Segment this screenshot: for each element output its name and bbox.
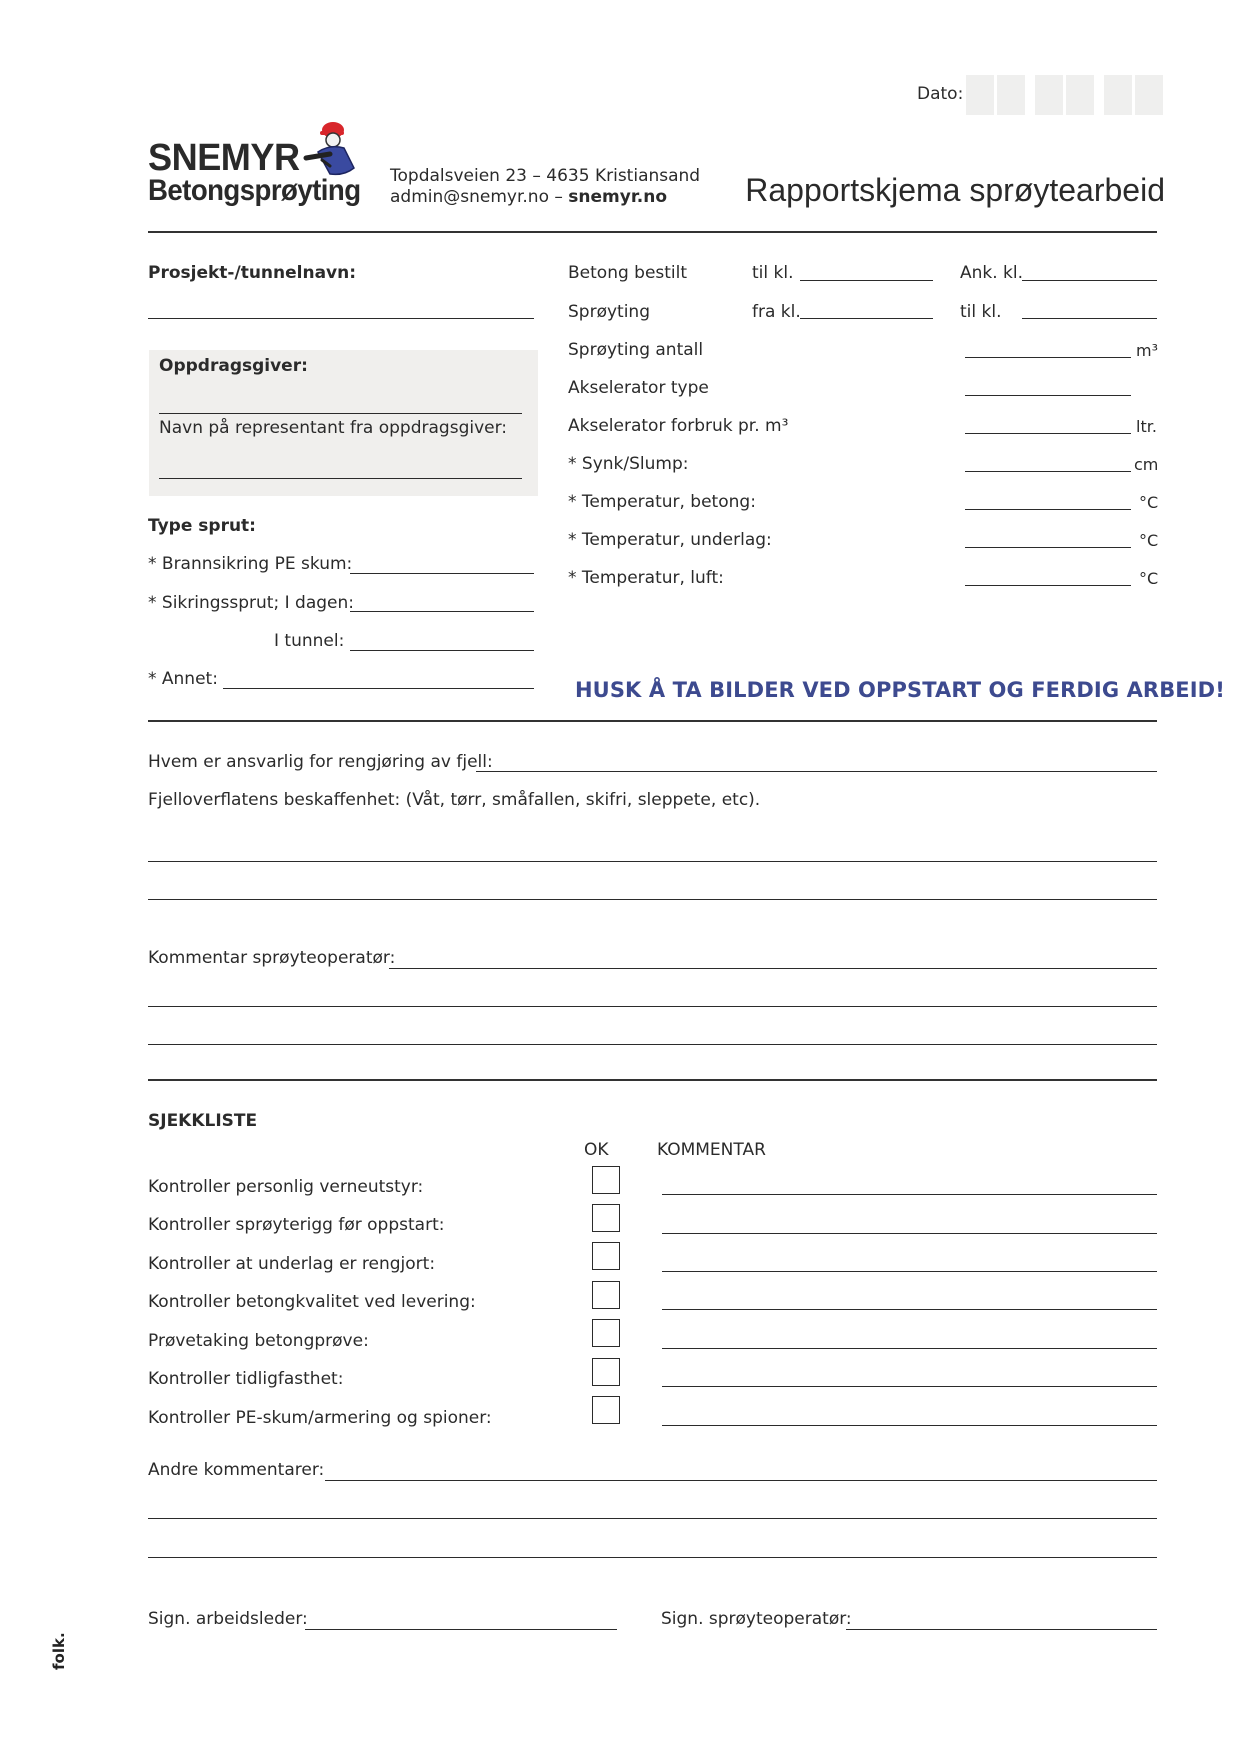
checklist-comment-field[interactable] [662,1271,1157,1272]
checklist-item-label: Kontroller sprøyterigg før oppstart: [148,1215,445,1235]
spraying-until-label: til kl. [960,302,1002,322]
checklist-ok-checkbox[interactable] [592,1319,620,1347]
temp-base-label: * Temperatur, underlag: [568,530,772,550]
divider-header [148,231,1157,233]
spraying-from-label: fra kl. [752,302,801,322]
arrival-label: Ank. kl. [960,263,1024,283]
concrete-ordered-label: Betong bestilt [568,263,688,283]
date-box-year-2[interactable] [1135,75,1163,115]
checklist-item-label: Kontroller tidligfasthet: [148,1369,344,1389]
safety-spray-day-field[interactable] [350,611,534,612]
logo-text-betongsproyting: Betongsprøyting [148,174,361,207]
client-field[interactable] [159,413,522,414]
safety-spray-tunnel-field[interactable] [350,650,534,651]
operator-comment-field-1[interactable] [389,968,1157,969]
sprayer-worker-icon [300,118,358,180]
sign-operator-field[interactable] [846,1629,1157,1630]
operator-comment-label: Kommentar sprøyteoperatør: [148,948,396,968]
unit-ltr: ltr. [1136,417,1157,436]
unit-celsius-base: °C [1139,531,1159,550]
date-box-month-2[interactable] [1066,75,1094,115]
divider-top-section [148,720,1157,722]
checklist-ok-checkbox[interactable] [592,1166,620,1194]
sign-leader-field[interactable] [305,1629,617,1630]
spraying-until-field[interactable] [1022,318,1157,319]
spray-count-field[interactable] [965,357,1131,358]
operator-comment-field-3[interactable] [148,1044,1157,1045]
temp-air-field[interactable] [965,585,1131,586]
checklist-comment-field[interactable] [662,1386,1157,1387]
spray-type-label: Type sprut: [148,516,256,536]
date-box-day-1[interactable] [966,75,994,115]
unit-celsius-concrete: °C [1139,493,1159,512]
company-email: admin@snemyr.no – [390,187,563,207]
checklist-item-label: Kontroller personlig verneutstyr: [148,1177,424,1197]
tunnel-label: I tunnel: [274,631,345,651]
project-label: Prosjekt-/tunnelnavn: [148,263,357,283]
unit-cm: cm [1134,455,1159,474]
checklist-comment-field[interactable] [662,1233,1157,1234]
concrete-until-label: til kl. [752,263,794,283]
concrete-until-field[interactable] [800,280,933,281]
checklist-comment-field[interactable] [662,1348,1157,1349]
checklist-item-label: Kontroller PE-skum/armering og spioner: [148,1408,492,1428]
other-comments-label: Andre kommentarer: [148,1460,325,1480]
checklist-item-label: Kontroller at underlag er rengjort: [148,1254,436,1274]
spraying-label: Sprøyting [568,302,650,322]
rock-surface-field-1[interactable] [148,861,1157,862]
fire-protection-field[interactable] [350,573,534,574]
checklist-ok-checkbox[interactable] [592,1204,620,1232]
unit-m3: m³ [1136,341,1158,360]
logo-text-snemyr: SNEMYR [148,137,300,179]
unit-celsius-air: °C [1139,569,1159,588]
company-email-line [390,187,667,207]
other-comments-field-1[interactable] [325,1480,1157,1481]
project-name-field[interactable] [148,318,534,319]
representative-field[interactable] [159,478,522,479]
temp-base-field[interactable] [965,547,1131,548]
checklist-comment-field[interactable] [662,1194,1157,1195]
checklist-item-label: Prøvetaking betongprøve: [148,1331,369,1351]
divider-checklist [148,1079,1157,1081]
checklist-comment-header: KOMMENTAR [657,1140,766,1160]
date-label: Dato: [917,84,964,104]
arrival-field[interactable] [1022,280,1157,281]
photo-reminder: HUSK Å TA BILDER VED OPPSTART OG FERDIG ARBEID! [575,678,1225,702]
slump-field[interactable] [965,471,1131,472]
checklist-comment-field[interactable] [662,1309,1157,1310]
temp-concrete-label: * Temperatur, betong: [568,492,756,512]
spraying-from-field[interactable] [800,318,933,319]
checklist-ok-checkbox[interactable] [592,1358,620,1386]
operator-comment-field-2[interactable] [148,1006,1157,1007]
checklist-comment-field[interactable] [662,1425,1157,1426]
representative-label: Navn på representant fra oppdragsgiver: [159,418,508,438]
temp-air-label: * Temperatur, luft: [568,568,724,588]
accelerator-use-field[interactable] [965,433,1131,434]
checklist-item-label: Kontroller betongkvalitet ved levering: [148,1292,476,1312]
date-box-month-1[interactable] [1035,75,1063,115]
spray-count-label: Sprøyting antall [568,340,704,360]
fire-protection-label: * Brannsikring PE skum: [148,554,353,574]
client-label: Oppdragsgiver: [159,356,308,376]
other-label: * Annet: [148,669,218,689]
cleaning-responsible-field[interactable] [476,771,1157,772]
sign-leader-label: Sign. arbeidsleder: [148,1609,308,1629]
date-box-day-2[interactable] [997,75,1025,115]
checklist-title: SJEKKLISTE [148,1111,258,1131]
company-website: snemyr.no [568,187,668,207]
sign-operator-label: Sign. sprøyteoperatør: [661,1609,852,1629]
other-comments-field-3[interactable] [148,1557,1157,1558]
other-field[interactable] [223,688,534,689]
checklist-ok-checkbox[interactable] [592,1242,620,1270]
safety-spray-label: * Sikringssprut; I dagen: [148,593,354,613]
accelerator-use-label: Akselerator forbruk pr. m³ [568,416,789,436]
printer-mark: folk. [50,1632,68,1670]
checklist-ok-checkbox[interactable] [592,1396,620,1424]
rock-surface-label: Fjelloverflatens beskaffenhet: (Våt, tørr, småfallen, skifri, sleppete, etc). [148,790,761,810]
date-box-year-1[interactable] [1104,75,1132,115]
accelerator-type-field[interactable] [965,395,1131,396]
other-comments-field-2[interactable] [148,1518,1157,1519]
checklist-ok-header: OK [584,1140,609,1160]
page-title: Rapportskjema sprøytearbeid [745,172,1165,208]
temp-concrete-field[interactable] [965,509,1131,510]
accelerator-type-label: Akselerator type [568,378,709,398]
slump-label: * Synk/Slump: [568,454,689,474]
company-address: Topdalsveien 23 – 4635 Kristiansand [390,166,701,186]
checklist-ok-checkbox[interactable] [592,1281,620,1309]
rock-surface-field-2[interactable] [148,899,1157,900]
cleaning-responsible-label: Hvem er ansvarlig for rengjøring av fjell: [148,752,493,772]
